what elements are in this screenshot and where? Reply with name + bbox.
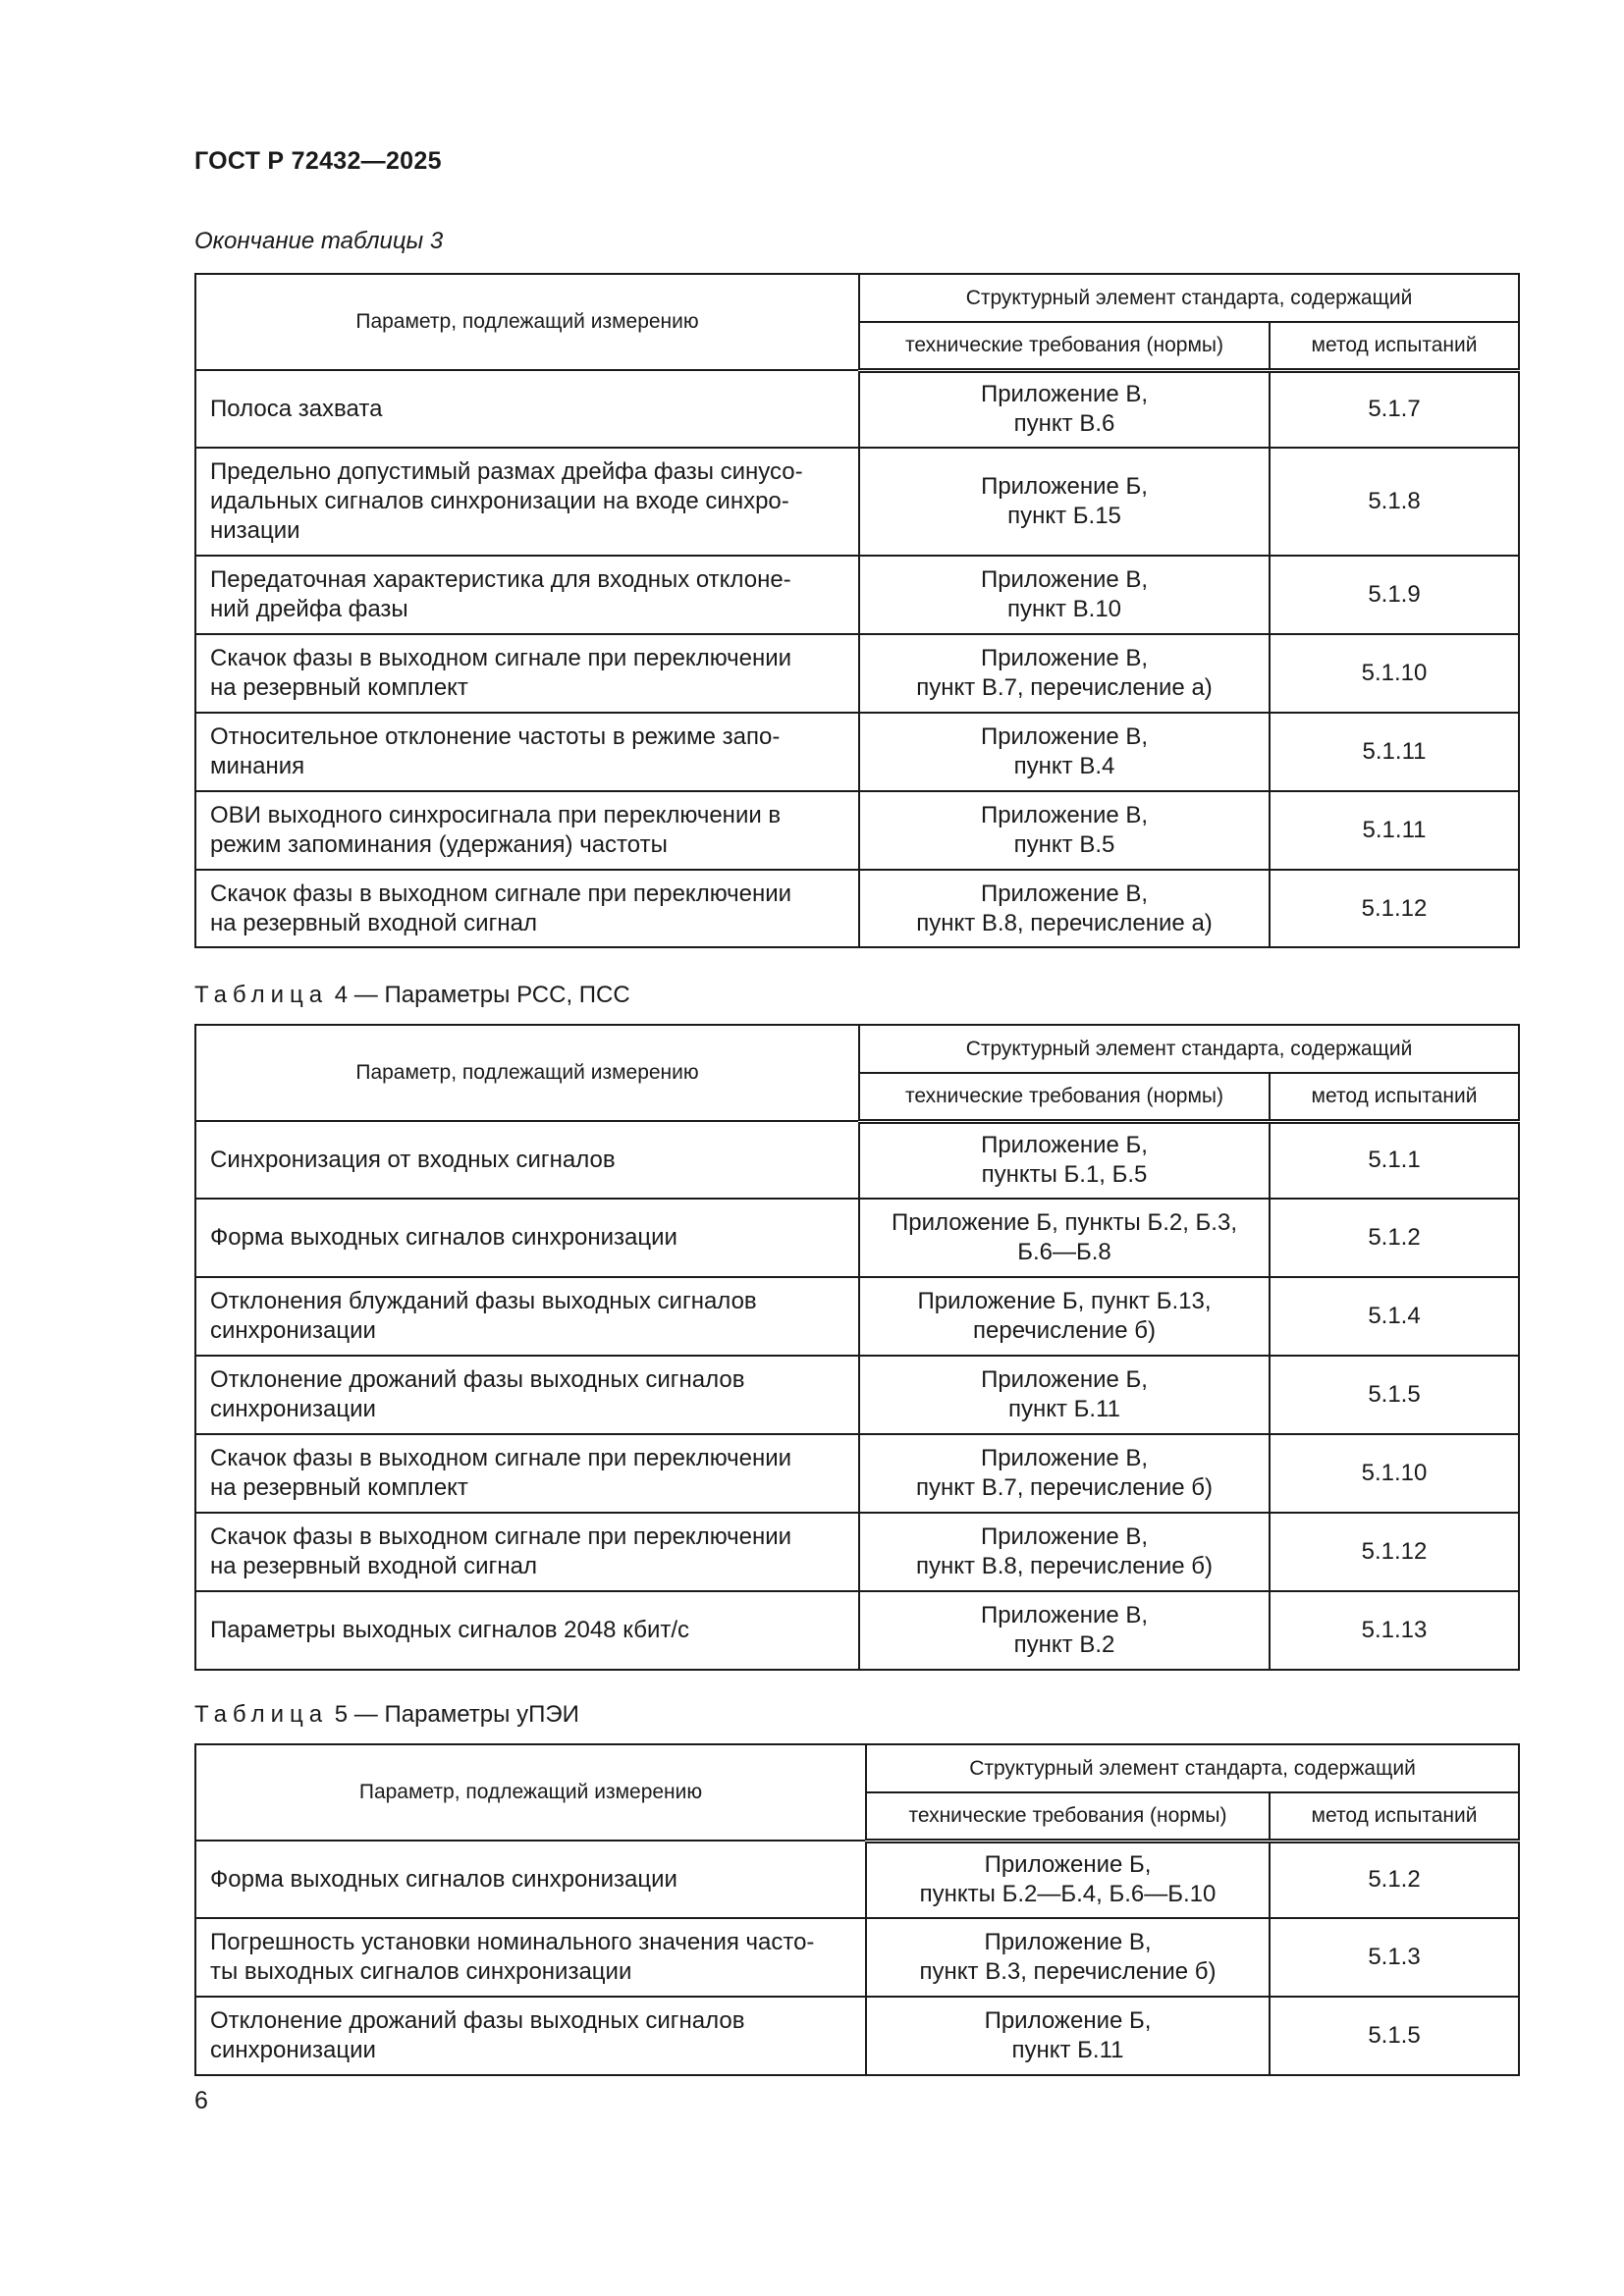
parameter-text-line: идальных сигналов синхронизации на входе синхро-: [210, 488, 789, 514]
requirements-text-line: перечисление б): [973, 1317, 1156, 1344]
parameter-text-line: Передаточная характеристика для входных отклоне-: [210, 566, 791, 593]
requirements-text-line: Приложение Б,: [981, 473, 1148, 500]
requirements-text-line: пункт Б.11: [1007, 1396, 1120, 1422]
parameter-text-line: Синхронизация от входных сигналов: [210, 1146, 616, 1173]
requirements-cell: [866, 1997, 1270, 2075]
requirements-cell: [859, 1434, 1270, 1513]
header-structural-element: Структурный элемент стандарта, содержащий: [859, 274, 1519, 322]
parameter-text-line: Отклонение дрожаний фазы выходных сигналов: [210, 2007, 745, 2034]
requirements-cell: [859, 1356, 1270, 1434]
parameter-text-line: ты выходных сигналов синхронизации: [210, 1958, 632, 1985]
requirements-text-line: Приложение Б,: [984, 1851, 1152, 1879]
parameter-text-line: на резервный входной сигнал: [210, 909, 537, 936]
requirements-text-line: Приложение Б, пункты Б.2, Б.3,: [892, 1209, 1237, 1236]
page-number: 6: [194, 2087, 208, 2114]
table-row: [195, 1199, 1519, 1277]
requirements-cell: [859, 1591, 1270, 1670]
requirements-text-line: Приложение В,: [980, 645, 1149, 671]
requirements-cell: [859, 1513, 1270, 1591]
header-method: метод испытаний: [1270, 1073, 1519, 1121]
method-cell: 5.1.1: [1270, 1121, 1519, 1199]
requirements-cell: [859, 870, 1270, 947]
requirements-text-line: Приложение В,: [980, 566, 1149, 593]
requirements-cell: [866, 1918, 1270, 1997]
method-cell: 5.1.2: [1270, 1199, 1519, 1277]
parameter-text-line: Относительное отклонение частоты в режиме запо-: [210, 723, 781, 750]
header-requirements: технические требования (нормы): [866, 1792, 1270, 1841]
requirements-text-line: Приложение В,: [980, 723, 1149, 750]
header-requirements: технические требования (нормы): [859, 322, 1270, 370]
parameter-text-line: минания: [210, 753, 305, 779]
table-row: [195, 713, 1519, 791]
requirements-text-line: Приложение Б,: [981, 1366, 1148, 1393]
table-4-caption: [194, 982, 630, 1009]
requirements-text-line: Приложение В,: [980, 1445, 1149, 1471]
method-cell: 5.1.12: [1270, 1513, 1519, 1591]
requirements-text-line: пункт В.7, перечисление а): [916, 674, 1213, 701]
parameter-text-line: режим запоминания (удержания) частоты: [210, 831, 668, 858]
method-cell: 5.1.11: [1270, 791, 1519, 870]
parameter-cell: [195, 1841, 866, 1918]
table-5-caption: [194, 1701, 579, 1729]
table-row: [195, 1918, 1519, 1997]
parameter-text-line: на резервный комплект: [210, 674, 468, 701]
parameter-cell: [195, 448, 859, 556]
requirements-cell: [859, 556, 1270, 634]
parameter-text-line: синхронизации: [210, 1317, 376, 1344]
parameter-text-line: на резервный входной сигнал: [210, 1553, 537, 1579]
table-4-caption-label: Таблица: [194, 982, 329, 1008]
requirements-text-line: пункт В.3, перечисление б): [919, 1958, 1217, 1985]
parameter-text-line: синхронизации: [210, 1396, 376, 1422]
parameter-text-line: Скачок фазы в выходном сигнале при переключении: [210, 1523, 792, 1550]
table-row: [195, 1277, 1519, 1356]
table-continuation-caption: Окончание таблицы 3: [194, 228, 444, 254]
requirements-text-line: Приложение Б,: [981, 1132, 1148, 1159]
parameter-text-line: Отклонения блужданий фазы выходных сигналов: [210, 1288, 757, 1314]
parameter-cell: [195, 1918, 866, 1997]
header-requirements: технические требования (нормы): [859, 1073, 1270, 1121]
parameter-cell: [195, 1434, 859, 1513]
table-row: [195, 1841, 1519, 1918]
requirements-text-line: Приложение В,: [980, 1602, 1149, 1629]
parameter-cell: [195, 556, 859, 634]
header-parameter: Параметр, подлежащий измерению: [195, 1744, 866, 1841]
parameter-text-line: Параметры выходных сигналов 2048 кбит/с: [210, 1617, 690, 1643]
requirements-cell: [859, 1277, 1270, 1356]
requirements-text-line: Приложение В,: [984, 1929, 1152, 1955]
parameter-cell: [195, 1591, 859, 1670]
table-4: [194, 1024, 1520, 1671]
parameter-cell: [195, 1513, 859, 1591]
requirements-text-line: Приложение В,: [980, 1523, 1149, 1550]
requirements-text-line: пункт В.8, перечисление а): [916, 909, 1213, 936]
parameter-text-line: Скачок фазы в выходном сигнале при переключении: [210, 1445, 792, 1471]
header-structural-element: Структурный элемент стандарта, содержащий: [866, 1744, 1519, 1792]
requirements-cell: [859, 713, 1270, 791]
table-row: [195, 1513, 1519, 1591]
parameter-text-line: Форма выходных сигналов синхронизации: [210, 1224, 677, 1251]
method-cell: 5.1.8: [1270, 448, 1519, 556]
method-cell: 5.1.3: [1270, 1918, 1519, 1997]
header-structural-element: Структурный элемент стандарта, содержащий: [859, 1025, 1519, 1073]
requirements-cell: [859, 448, 1270, 556]
parameter-cell: [195, 1199, 859, 1277]
parameter-text-line: низации: [210, 517, 300, 544]
requirements-text-line: пункт В.7, перечисление б): [916, 1474, 1213, 1501]
table-row: [195, 370, 1519, 448]
requirements-text-line: пункт Б.11: [1011, 2037, 1124, 2063]
requirements-cell: [859, 634, 1270, 713]
requirements-text-line: Приложение Б,: [984, 2007, 1152, 2034]
table-row: [195, 870, 1519, 947]
requirements-text-line: Приложение В,: [980, 381, 1149, 408]
method-cell: 5.1.12: [1270, 870, 1519, 947]
requirements-text-line: пункт В.2: [1013, 1631, 1115, 1658]
table-row: [195, 1997, 1519, 2075]
header-parameter: Параметр, подлежащий измерению: [195, 1025, 859, 1121]
parameter-cell: [195, 634, 859, 713]
method-cell: 5.1.9: [1270, 556, 1519, 634]
parameter-cell: [195, 1121, 859, 1199]
parameter-text-line: Скачок фазы в выходном сигнале при переключении: [210, 645, 792, 671]
table-4-caption-title: 4 — Параметры РСС, ПСС: [334, 982, 630, 1008]
table-5-caption-title: 5 — Параметры уПЭИ: [334, 1701, 579, 1728]
method-cell: 5.1.4: [1270, 1277, 1519, 1356]
table-row: [195, 634, 1519, 713]
method-cell: 5.1.7: [1270, 370, 1519, 448]
header-method: метод испытаний: [1270, 1792, 1519, 1841]
parameter-cell: [195, 370, 859, 448]
parameter-text-line: Погрешность установки номинального значения часто-: [210, 1929, 815, 1955]
requirements-text-line: пункты Б.2—Б.4, Б.6—Б.10: [919, 1881, 1217, 1908]
parameter-cell: [195, 1356, 859, 1434]
header-method: метод испытаний: [1270, 322, 1519, 370]
requirements-text-line: пункт В.6: [1013, 410, 1115, 438]
table-row: [195, 448, 1519, 556]
table-row: [195, 556, 1519, 634]
parameter-text-line: Отклонение дрожаний фазы выходных сигналов: [210, 1366, 745, 1393]
parameter-cell: [195, 870, 859, 947]
document-header: ГОСТ Р 72432—2025: [194, 147, 442, 175]
table-row: [195, 1121, 1519, 1199]
table-5: [194, 1743, 1520, 2076]
requirements-text-line: пункт Б.15: [1007, 503, 1121, 529]
parameter-text-line: Полоса захвата: [210, 395, 383, 422]
parameter-cell: [195, 791, 859, 870]
requirements-cell: [859, 791, 1270, 870]
method-cell: 5.1.13: [1270, 1591, 1519, 1670]
requirements-text-line: пункт В.5: [1013, 831, 1115, 858]
table-3: [194, 273, 1520, 948]
table-5-caption-label: Таблица: [194, 1701, 329, 1728]
header-parameter: Параметр, подлежащий измерению: [195, 274, 859, 370]
parameter-cell: [195, 1277, 859, 1356]
table-row: [195, 1591, 1519, 1670]
method-cell: 5.1.11: [1270, 713, 1519, 791]
parameter-text-line: ОВИ выходного синхросигнала при переключении в: [210, 802, 782, 828]
requirements-text-line: пункт В.8, перечисление б): [916, 1553, 1213, 1579]
parameter-text-line: на резервный комплект: [210, 1474, 468, 1501]
requirements-cell: [859, 1121, 1270, 1199]
method-cell: 5.1.2: [1270, 1841, 1519, 1918]
requirements-text-line: пункт В.4: [1013, 753, 1115, 779]
requirements-text-line: Приложение В,: [980, 880, 1149, 907]
requirements-text-line: Б.6—Б.8: [1017, 1239, 1111, 1265]
parameter-cell: [195, 713, 859, 791]
table-row: [195, 791, 1519, 870]
parameter-text-line: синхронизации: [210, 2037, 376, 2063]
requirements-cell: [866, 1841, 1270, 1918]
parameter-cell: [195, 1997, 866, 2075]
parameter-text-line: Скачок фазы в выходном сигнале при переключении: [210, 880, 792, 907]
requirements-text-line: Приложение Б, пункт Б.13,: [917, 1288, 1212, 1314]
method-cell: 5.1.5: [1270, 1997, 1519, 2075]
requirements-text-line: пункт В.10: [1006, 596, 1122, 622]
table-row: [195, 1356, 1519, 1434]
requirements-cell: [859, 370, 1270, 448]
table-row: [195, 1434, 1519, 1513]
method-cell: 5.1.10: [1270, 1434, 1519, 1513]
requirements-text-line: пункты Б.1, Б.5: [981, 1161, 1148, 1189]
method-cell: 5.1.10: [1270, 634, 1519, 713]
method-cell: 5.1.5: [1270, 1356, 1519, 1434]
parameter-text-line: Предельно допустимый размах дрейфа фазы синусо-: [210, 458, 803, 485]
parameter-text-line: Форма выходных сигналов синхронизации: [210, 1865, 677, 1893]
requirements-text-line: Приложение В,: [980, 802, 1149, 828]
parameter-text-line: ний дрейфа фазы: [210, 596, 408, 622]
requirements-cell: [859, 1199, 1270, 1277]
